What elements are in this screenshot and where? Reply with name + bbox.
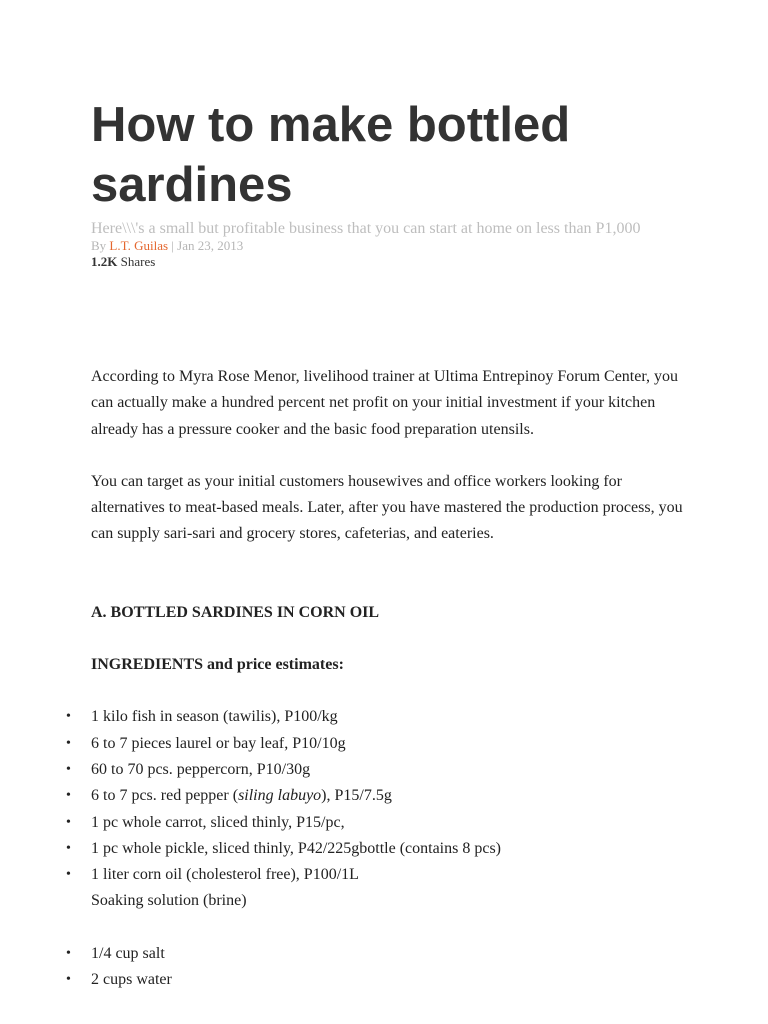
- list-item: [66, 731, 691, 757]
- bullet: •: [66, 945, 71, 961]
- ingredient-text: 1 pc whole carrot, sliced thinly, P15/pc,: [91, 813, 345, 831]
- bullet: •: [66, 735, 71, 751]
- brine-text: 1/4 cup salt: [91, 944, 165, 962]
- paragraph-1: According to Myra Rose Menor, livelihood trainer at Ultima Entrepinoy Forum Center, you can actually make a hundred percent net profit on your initial investment if your kitchen already has a pressure cooker and the basic food preparation utensils.: [91, 368, 679, 438]
- article-subtitle: Here\\\'s a small but profitable business that you can start at home on less than P1,000: [91, 220, 641, 237]
- brine-label: Soaking solution (brine): [91, 892, 247, 910]
- list-item: [66, 704, 691, 730]
- list-item: [66, 783, 691, 809]
- bullet: •: [66, 972, 71, 988]
- list-item: [66, 810, 691, 836]
- ingredient-text-after: ), P15/7.5g: [321, 787, 392, 805]
- ingredient-text: 1 liter corn oil (cholesterol free), P100/1L: [91, 866, 359, 884]
- section-heading: A. BOTTLED SARDINES IN CORN OIL: [91, 603, 380, 621]
- brine-text: 2 cups water: [91, 971, 172, 989]
- bullet: •: [66, 761, 71, 777]
- ingredient-text: 1 pc whole pickle, sliced thinly, P42/225gbottle (contains 8 pcs): [91, 839, 501, 857]
- article-title: How to make bottled sardines: [91, 98, 571, 212]
- list-item: [66, 967, 691, 993]
- ingredient-text: 60 to 70 pcs. peppercorn, P10/30g: [91, 760, 311, 778]
- ingredient-text-italic: siling labuyo: [238, 787, 322, 805]
- list-item: [66, 757, 691, 783]
- ingredient-text: 1 kilo fish in season (tawilis), P100/kg: [91, 708, 338, 726]
- list-item: [66, 836, 691, 862]
- bullet: •: [66, 867, 71, 883]
- bullet: •: [66, 788, 71, 804]
- article-header: [91, 95, 731, 270]
- list-item: [66, 862, 691, 888]
- bullet: •: [66, 709, 71, 725]
- ingredient-text: 6 to 7 pieces laurel or bay leaf, P10/10g: [91, 734, 346, 752]
- ingredient-list: [66, 704, 691, 888]
- list-item: [66, 941, 691, 967]
- share-count-value: 1.2K: [91, 254, 118, 269]
- brine-list: [66, 941, 691, 994]
- ingredient-text-before: 6 to 7 pcs. red pepper (: [91, 787, 239, 805]
- publish-date: Jan 23, 2013: [177, 238, 244, 253]
- ingredients-heading: INGREDIENTS and price estimates:: [91, 656, 344, 674]
- byline: [91, 238, 731, 254]
- recipe-section: [66, 600, 691, 994]
- share-count: [91, 254, 731, 270]
- share-count-label: Shares: [120, 254, 156, 269]
- byline-separator: |: [171, 238, 174, 253]
- bullet: •: [66, 840, 71, 856]
- bullet: •: [66, 814, 71, 830]
- paragraph-2: You can target as your initial customers housewives and office workers looking for alternatives to meat-based meals. Later, after you have mastered the production process, you can supply sari-sari and grocery stores, cafeterias, and eateries.: [91, 472, 683, 543]
- article-body: [66, 364, 691, 993]
- byline-prefix: By: [91, 238, 107, 253]
- author-link[interactable]: L.T. Guilas: [109, 238, 169, 253]
